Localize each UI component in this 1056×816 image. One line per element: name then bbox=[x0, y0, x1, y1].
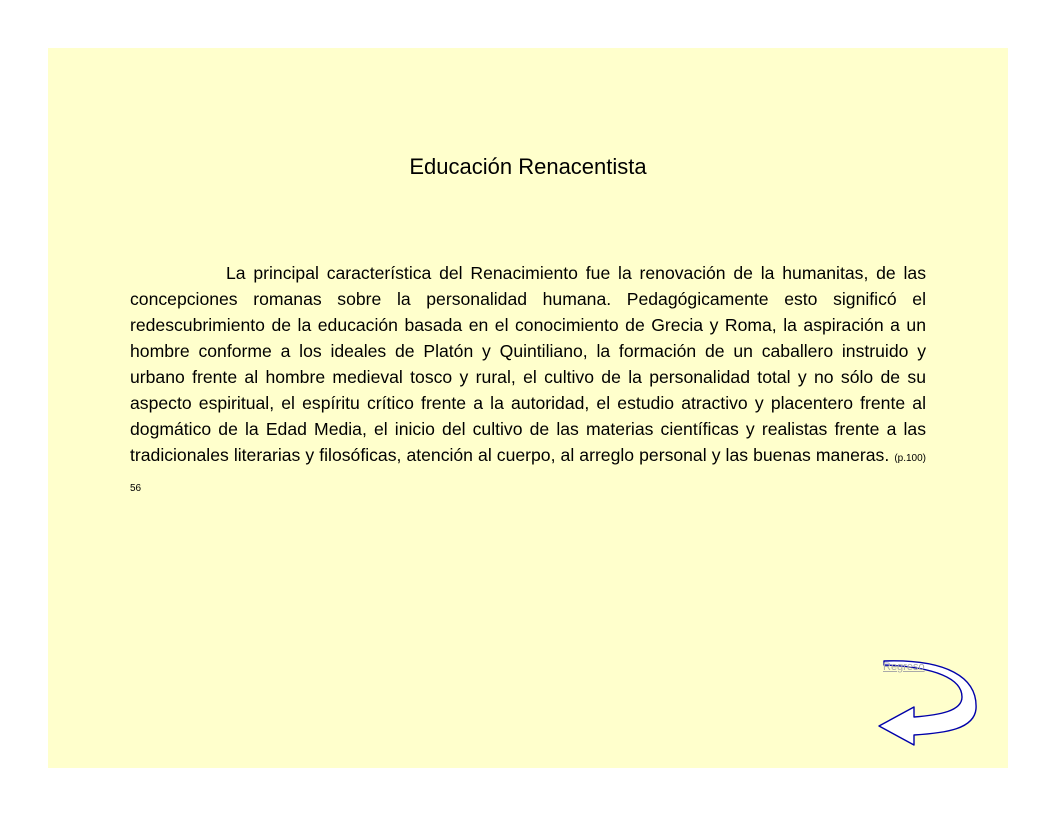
slide bbox=[48, 48, 1008, 768]
paragraph-text: La principal característica del Renacimiento fue la renovación de la humanitas, de las concepciones romanas sobre la personalidad humana. Pedagógicamente esto significó el redescubrimiento de la educación basada en el conocimiento de Grecia y Roma, la aspiración a un hombre conforme a los ideales de Platón y Quintiliano, la formación de un caballero instruido y urbano frente al hombre medieval tosco y rural, el cultivo de la personalidad total y no sólo de su aspecto espiritual, el espíritu crítico frente a la autoridad, el estudio atractivo y placentero frente al dogmático de la Edad Media, el inicio del cultivo de las materias científicas y realistas frente a las tradicionales literarias y filosóficas, atención al cuerpo, al arreglo personal y las buenas maneras. bbox=[130, 263, 926, 465]
return-link[interactable]: Regreso bbox=[883, 661, 925, 673]
slide-title: Educación Renacentista bbox=[409, 154, 647, 179]
curved-arrow-shape[interactable] bbox=[879, 661, 976, 745]
citation-reference: (p.100) 56 bbox=[130, 453, 926, 494]
body-paragraph bbox=[130, 260, 926, 502]
